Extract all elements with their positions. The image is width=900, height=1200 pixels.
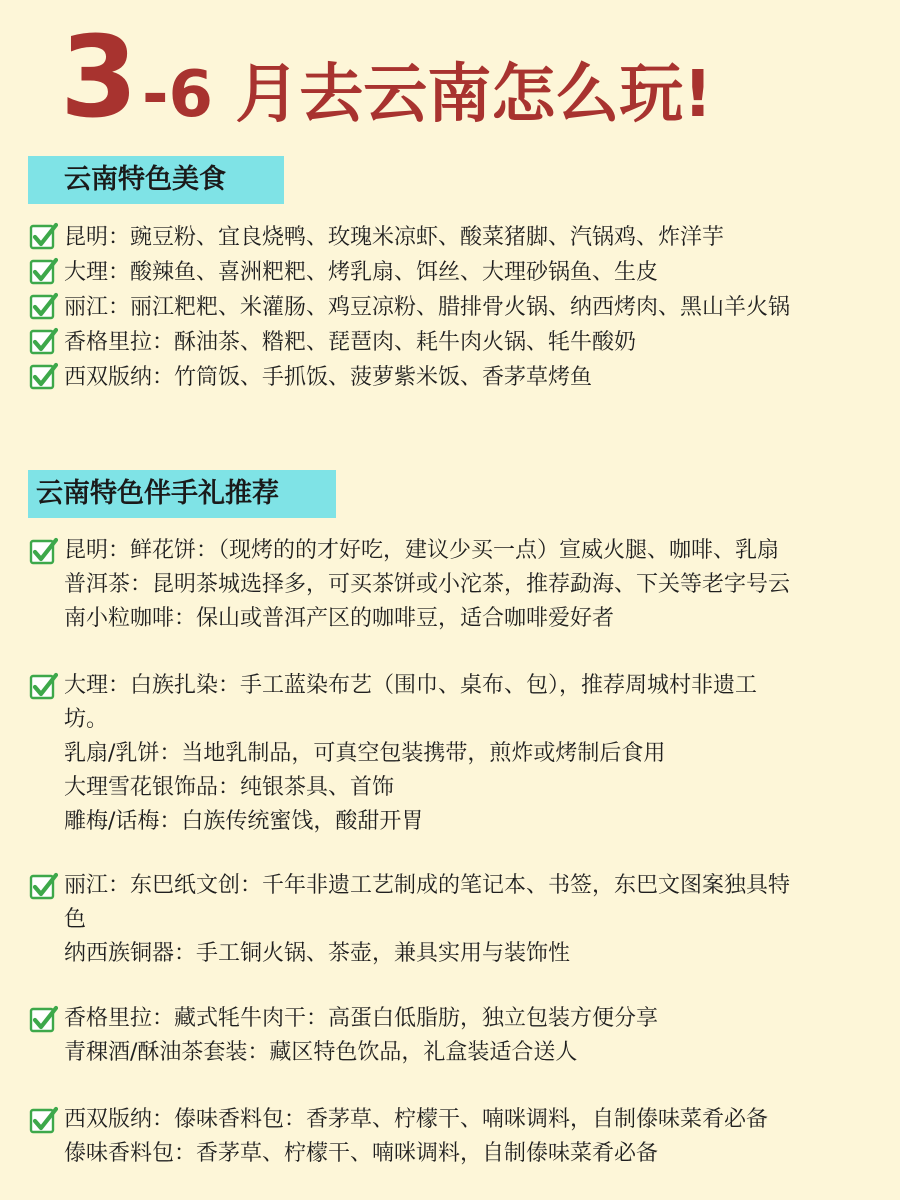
list-item: 香格里拉：酥油茶、糌粑、琵琶肉、耗牛肉火锅、牦牛酸奶 xyxy=(28,323,790,358)
gifts-section-heading: 云南特色伴手礼推荐 xyxy=(28,470,336,518)
title-text: -6 月去云南怎么玩! xyxy=(141,58,713,132)
checkbox-checked-icon xyxy=(28,221,58,251)
checkbox-checked-icon xyxy=(28,536,58,566)
checkbox-checked-icon xyxy=(28,361,58,391)
list-item: 丽江：丽江粑粑、米灌肠、鸡豆凉粉、腊排骨火锅、纳西烤肉、黑山羊火锅 xyxy=(28,288,790,323)
list-item: 西双版纳：竹筒饭、手抓饭、菠萝紫米饭、香茅草烤鱼 xyxy=(28,358,790,393)
gift-block-dali: 大理：白族扎染：手工蓝染布艺（围巾、桌布、包），推荐周城村非遗工 坊。 乳扇/乳饼：当地乳制品，可真空包装携带，煎炸或烤制后食用 大理雪花银饰品：纯银茶具、首饰 雕梅/话梅：白族传统蜜饯，酸甜开胃 xyxy=(28,669,757,839)
checkbox-checked-icon xyxy=(28,671,58,701)
checkbox-checked-icon xyxy=(28,326,58,356)
food-section-heading: 云南特色美食 xyxy=(28,156,284,204)
gift-block-shangrila: 香格里拉：藏式牦牛肉干：高蛋白低脂肪，独立包装方便分享 青稞酒/酥油茶套装：藏区特色饮品，礼盒装适合送人 xyxy=(28,1002,658,1070)
list-item: 大理：酸辣鱼、喜洲粑粑、烤乳扇、饵丝、大理砂锅鱼、生皮 xyxy=(28,253,790,288)
food-list xyxy=(28,218,790,393)
checkbox-checked-icon xyxy=(28,256,58,286)
checkbox-checked-icon xyxy=(28,871,58,901)
checkbox-checked-icon xyxy=(28,291,58,321)
title-number: 3 xyxy=(60,13,136,143)
checkbox-checked-icon xyxy=(28,1004,58,1034)
page-title xyxy=(60,13,713,155)
list-item: 昆明：豌豆粉、宜良烧鸭、玫瑰米凉虾、酸菜猪脚、汽锅鸡、炸洋芋 xyxy=(28,218,790,253)
gift-block-xishuangbanna: 西双版纳：傣味香料包：香茅草、柠檬干、喃咪调料，自制傣味菜肴必备 傣味香料包：香茅草、柠檬干、喃咪调料，自制傣味菜肴必备 xyxy=(28,1103,768,1171)
gift-block-kunming: 昆明：鲜花饼：（现烤的的才好吃，建议少买一点）宣威火腿、咖啡、乳扇 普洱茶：昆明茶城选择多，可买茶饼或小沱茶，推荐勐海、下关等老字号云 南小粒咖啡：保山或普洱产区的咖啡豆，适合咖啡爱好者 xyxy=(28,534,790,636)
gift-block-lijiang: 丽江：东巴纸文创：千年非遗工艺制成的笔记本、书签，东巴文图案独具特 色 纳西族铜器：手工铜火锅、茶壶，兼具实用与装饰性 xyxy=(28,869,790,971)
checkbox-checked-icon xyxy=(28,1105,58,1135)
